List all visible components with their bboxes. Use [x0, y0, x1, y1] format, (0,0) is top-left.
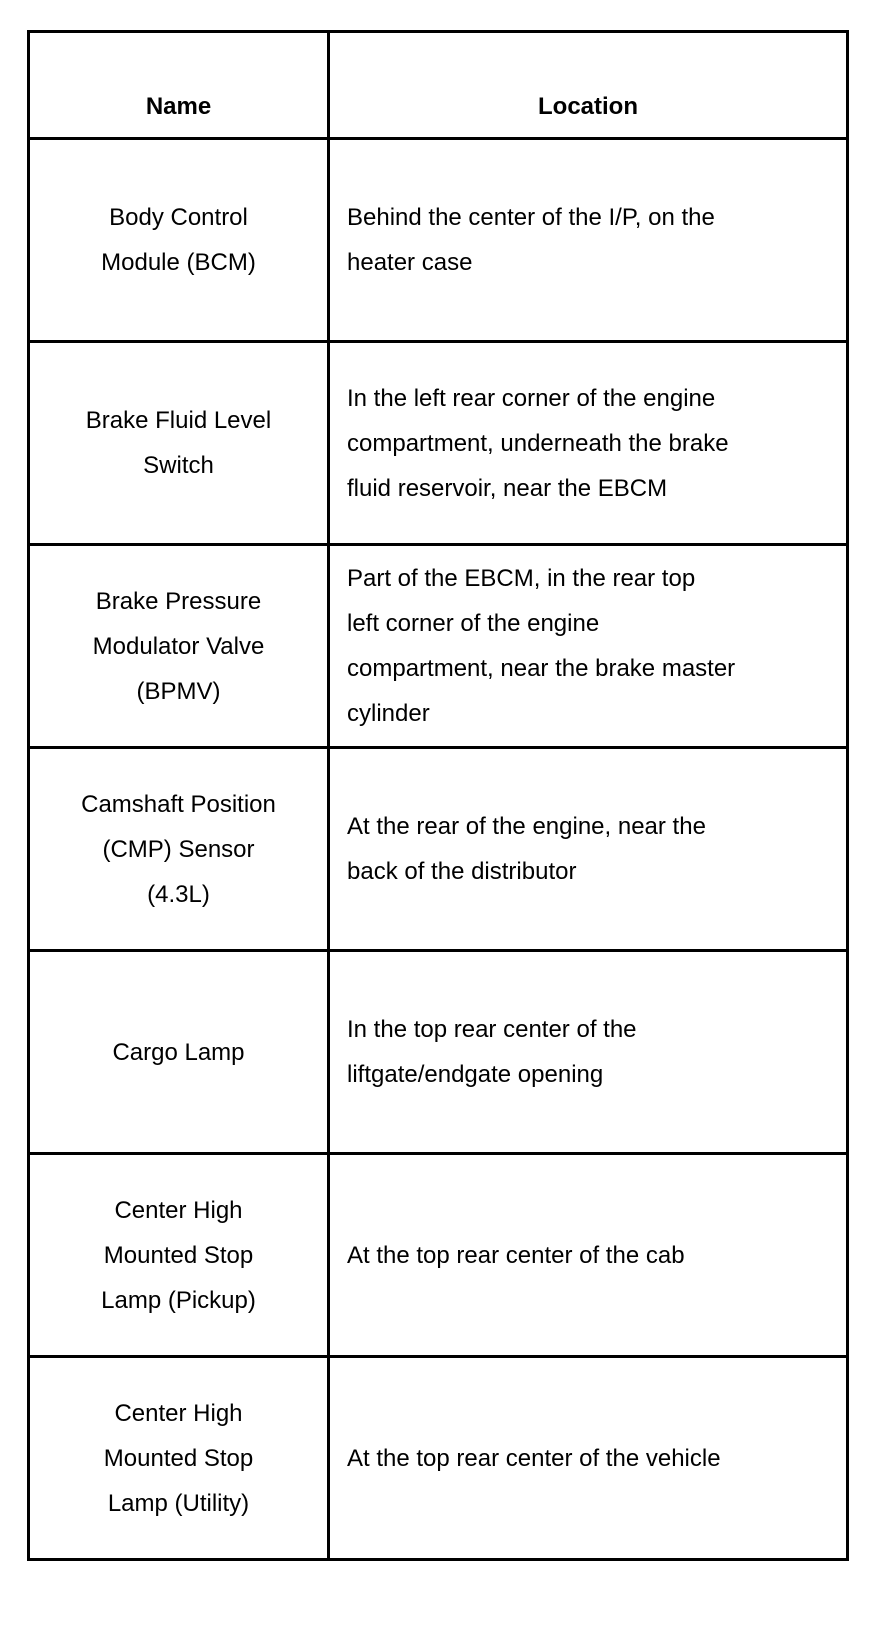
component-name-line: Module (BCM)	[101, 249, 256, 276]
component-location-table-container	[27, 30, 846, 1561]
component-name-cell	[29, 1154, 329, 1357]
component-location-line: left corner of the engine	[347, 610, 600, 637]
column-header-location: Location	[329, 32, 848, 139]
component-name-line: Brake Pressure	[95, 587, 262, 615]
component-name-line: Cargo Lamp	[112, 1038, 245, 1066]
table-row	[29, 1357, 848, 1560]
component-location-line: compartment, underneath the brake	[347, 429, 729, 457]
component-location-cell	[329, 545, 848, 748]
component-location-cell	[329, 1154, 848, 1357]
table-row	[29, 748, 848, 951]
component-location-line: In the left rear corner of the engine	[347, 384, 716, 412]
component-location-cell	[329, 139, 848, 342]
component-name-line: Center High	[114, 1196, 243, 1224]
component-name-line: (BPMV)	[136, 677, 221, 705]
header-row	[29, 32, 848, 139]
component-name-line: (4.3L)	[147, 880, 210, 908]
component-location-line: heater case	[347, 249, 473, 276]
component-name-cell	[29, 748, 329, 951]
component-name-cell	[29, 545, 329, 748]
component-name-line: Mounted Stop	[103, 1241, 254, 1269]
component-location-cell	[329, 951, 848, 1154]
table-body	[29, 139, 848, 1560]
component-location-cell	[329, 748, 848, 951]
component-name-line: Body Control	[109, 204, 248, 231]
table-row	[29, 139, 848, 342]
table-row	[29, 545, 848, 748]
table-row	[29, 1154, 848, 1357]
column-header-name: Name	[29, 32, 329, 139]
component-location-line: compartment, near the brake master	[347, 655, 736, 682]
table-header	[29, 32, 848, 139]
component-location-line: back of the distributor	[347, 858, 577, 885]
component-location-cell	[329, 1357, 848, 1560]
component-name-line: Brake Fluid Level	[85, 407, 272, 434]
component-location-line: Part of the EBCM, in the rear top	[347, 565, 696, 592]
component-location-line: At the top rear center of the cab	[347, 1241, 685, 1269]
component-location-line: liftgate/endgate opening	[347, 1061, 604, 1088]
component-location-cell	[329, 342, 848, 545]
component-name-line: Lamp (Pickup)	[101, 1286, 256, 1314]
component-name-line: (CMP) Sensor	[102, 835, 255, 863]
component-name-line: Camshaft Position	[81, 790, 276, 818]
component-name-cell	[29, 342, 329, 545]
component-location-line: In the top rear center of the	[347, 1016, 637, 1043]
component-name-line: Switch	[143, 452, 214, 479]
component-name-line: Center High	[114, 1399, 243, 1427]
table-row	[29, 342, 848, 545]
component-name-line: Lamp (Utility)	[107, 1489, 250, 1517]
component-name-cell	[29, 951, 329, 1154]
component-name-line: Mounted Stop	[103, 1444, 254, 1472]
component-location-line: cylinder	[347, 700, 430, 727]
component-location-line: Behind the center of the I/P, on the	[347, 204, 715, 231]
component-name-cell	[29, 1357, 329, 1560]
table-row	[29, 951, 848, 1154]
component-name-line: Modulator Valve	[92, 632, 265, 660]
component-location-line: At the top rear center of the vehicle	[347, 1444, 721, 1472]
component-location-table	[27, 30, 849, 1561]
component-location-line: fluid reservoir, near the EBCM	[347, 474, 668, 502]
component-name-cell	[29, 139, 329, 342]
component-location-line: At the rear of the engine, near the	[347, 813, 706, 840]
